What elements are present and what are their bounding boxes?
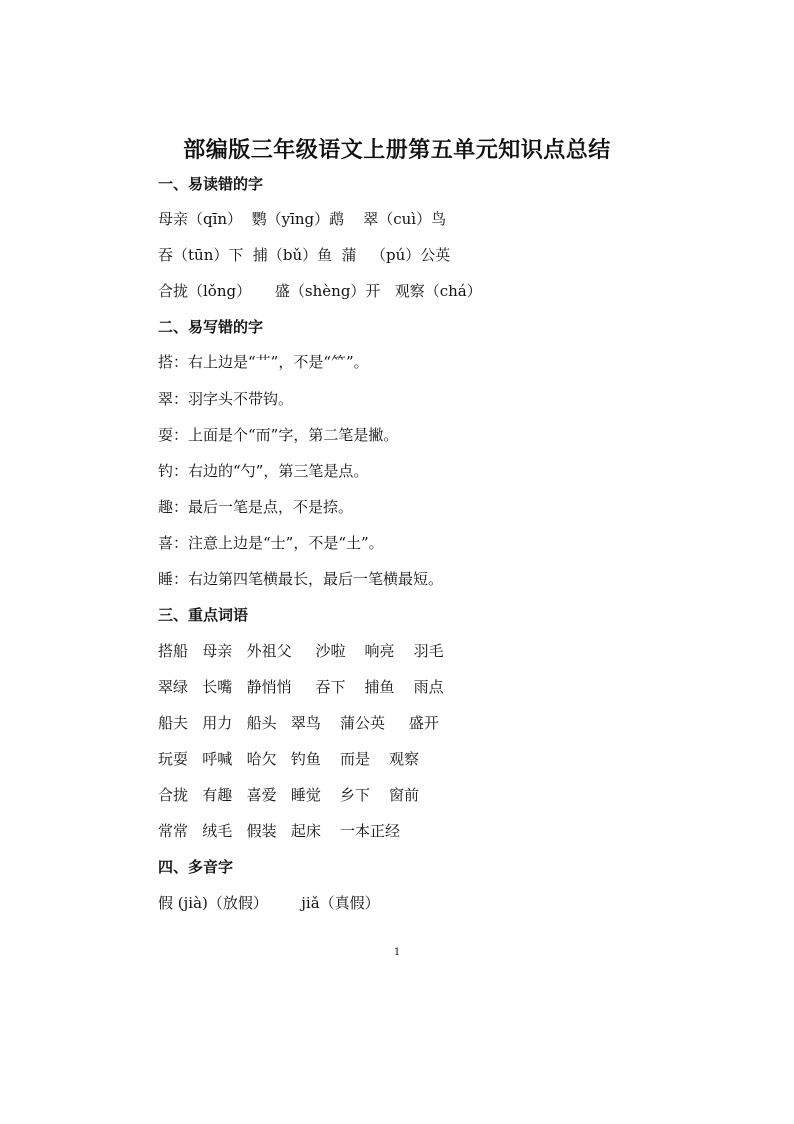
- section-3-line-1: 搭船 母亲 外祖父 沙啦 响亮 羽毛: [158, 642, 444, 660]
- section-1-line-3: 合拢（lǒng） 盛（shèng）开 观察（chá）: [158, 282, 482, 300]
- section-3-line-2: 翠绿 长嘴 静悄悄 吞下 捕鱼 雨点: [158, 678, 444, 696]
- section-1-line-2: 吞（tūn）下 捕（bǔ）鱼 蒲 （pú）公英: [158, 246, 451, 264]
- section-3-line-6: 常常 绒毛 假装 起床 一本正经: [158, 822, 400, 840]
- section-2-line-4: 钓：右边的“勺”，第三笔是点。: [158, 462, 369, 480]
- section-1-line-1: 母亲（qīn） 鹦（yīng）鹉 翠（cuì）鸟: [158, 210, 447, 228]
- page-number: 1: [393, 947, 401, 958]
- section-2-line-5: 趣：最后一笔是点，不是捺。: [158, 498, 354, 516]
- section-heading-3: 三、重点词语: [158, 606, 249, 624]
- section-2-line-3: 耍：上面是个“而”字，第二笔是撇。: [158, 426, 399, 444]
- section-heading-1: 一、易读错的字: [158, 175, 264, 193]
- section-4-line-1: 假 (jià)（放假） jiǎ（真假）: [158, 894, 380, 912]
- section-3-line-4: 玩耍 呼喊 哈欠 钓鱼 而是 观察: [158, 750, 420, 768]
- section-2-line-1: 搭：右上边是“艹”，不是“⺮”。: [158, 353, 369, 371]
- page-title: 部编版三年级语文上册第五单元知识点总结: [183, 138, 611, 163]
- section-heading-2: 二、易写错的字: [158, 318, 264, 336]
- section-2-line-7: 睡：右边第四笔横最长，最后一笔横最短。: [158, 570, 444, 588]
- section-2-line-6: 喜：注意上边是“士”，不是“土”。: [158, 534, 384, 552]
- section-2-line-2: 翠：羽字头不带钩。: [158, 390, 294, 408]
- section-3-line-5: 合拢 有趣 喜爱 睡觉 乡下 窗前: [158, 786, 420, 804]
- section-3-line-3: 船夫 用力 船头 翠鸟 蒲公英 盛开: [158, 714, 439, 732]
- section-heading-4: 四、多音字: [158, 858, 234, 876]
